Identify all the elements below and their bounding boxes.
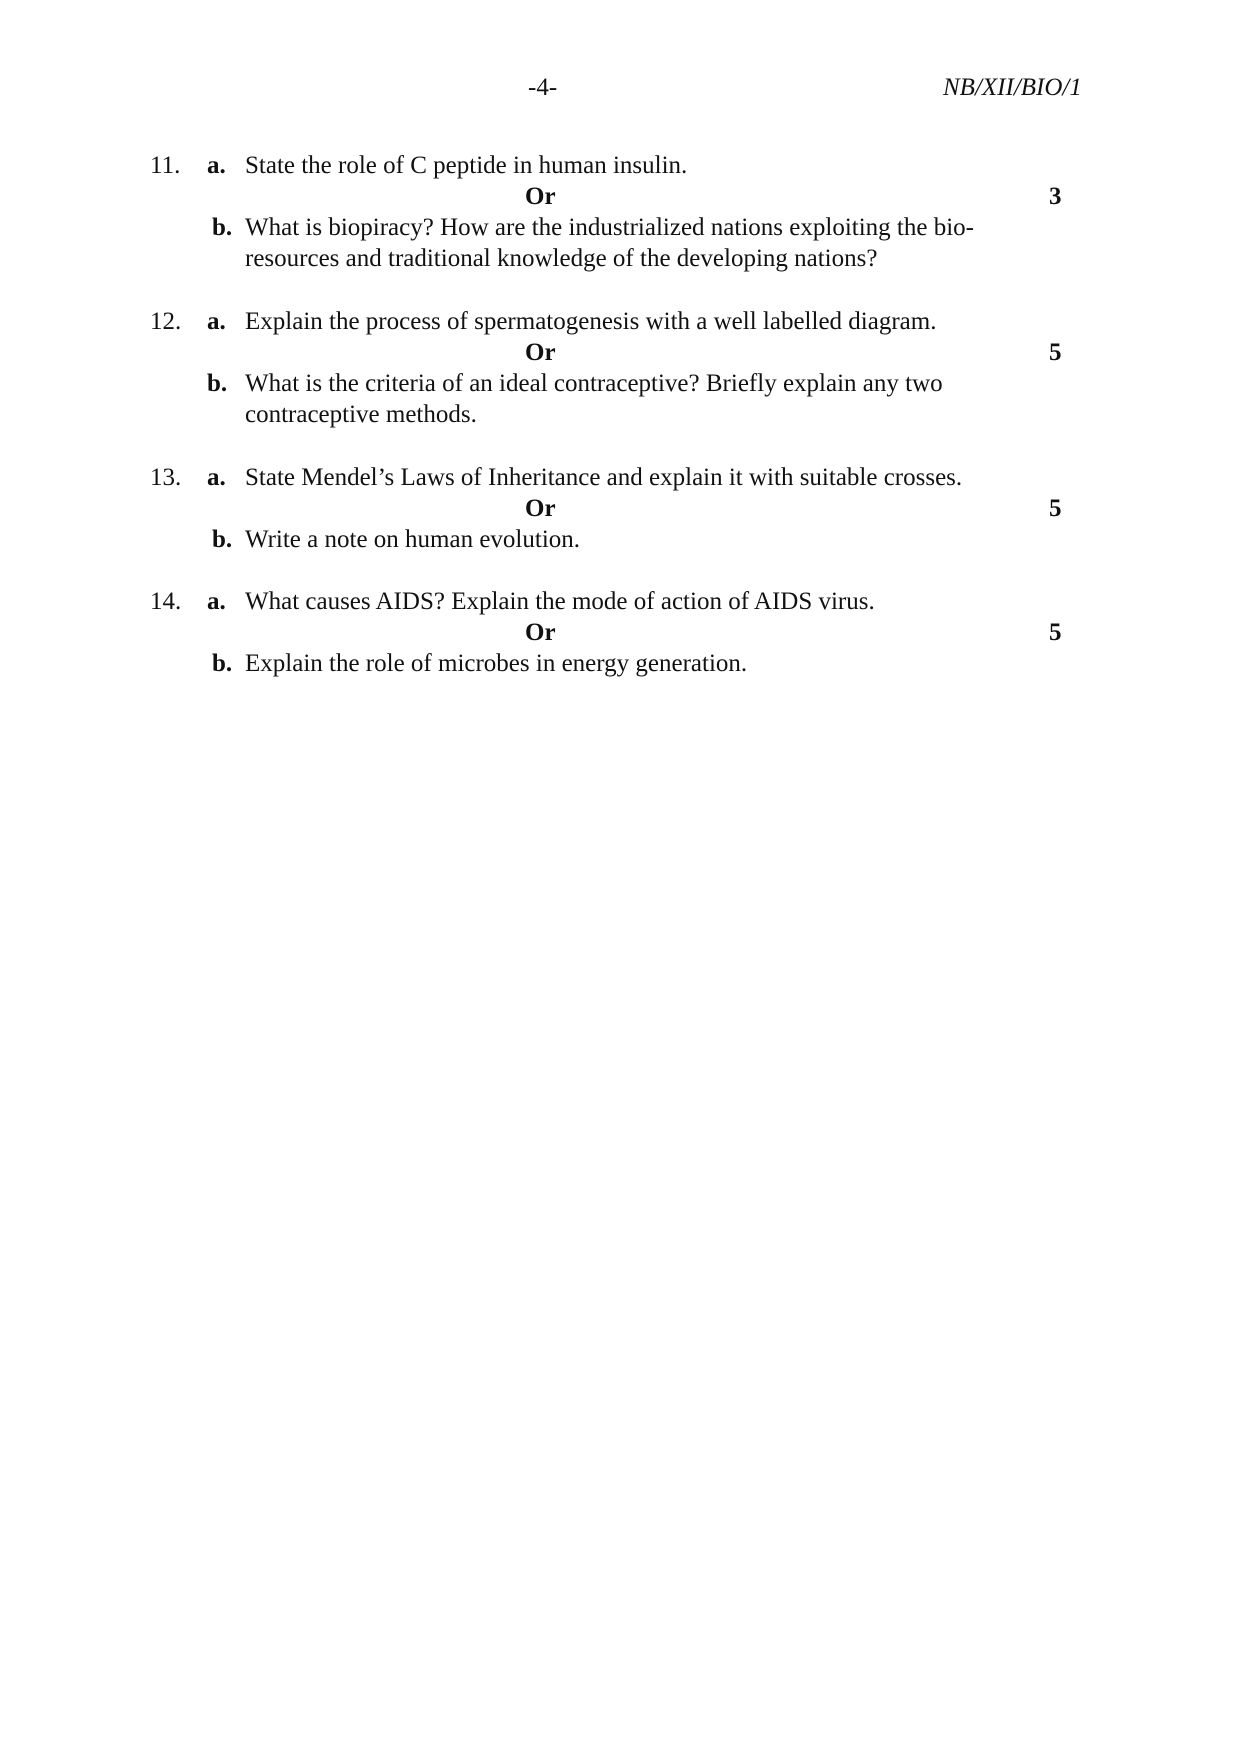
question-number: 13. xyxy=(150,464,182,491)
page-number: -4- xyxy=(528,74,558,101)
part-a-text: State the role of C peptide in human insulin. xyxy=(245,152,688,179)
part-a-letter: a. xyxy=(207,588,226,615)
question-14 xyxy=(0,586,1240,681)
part-a-text: State Mendel’s Laws of Inheritance and explain it with suitable crosses. xyxy=(245,464,963,491)
part-b-text: Write a note on human evolution. xyxy=(245,526,581,553)
part-b-text: What is biopiracy? How are the industrialized nations exploiting the bio-resources and traditional knowledge of the developing nations? xyxy=(245,214,974,272)
question-number: 12. xyxy=(150,308,182,335)
marks: 5 xyxy=(1049,495,1062,522)
part-b-text: What is the criteria of an ideal contraceptive? Briefly explain any two contraceptive methods. xyxy=(245,370,943,428)
part-b-letter: b. xyxy=(207,370,228,397)
part-a-text: Explain the process of spermatogenesis with a well labelled diagram. xyxy=(245,308,937,335)
or-label: Or xyxy=(525,495,556,522)
part-a-text: What causes AIDS? Explain the mode of action of AIDS virus. xyxy=(245,588,875,615)
question-13 xyxy=(0,462,1240,557)
question-number: 11. xyxy=(150,152,181,179)
part-a-letter: a. xyxy=(207,152,226,179)
part-b-letter: b. xyxy=(212,650,233,677)
marks: 5 xyxy=(1049,619,1062,646)
part-b-letter: b. xyxy=(212,526,233,553)
part-b-letter: b. xyxy=(212,214,233,241)
part-a-letter: a. xyxy=(207,308,226,335)
question-number: 14. xyxy=(150,588,182,615)
or-label: Or xyxy=(525,183,556,210)
part-b-text: Explain the role of microbes in energy generation. xyxy=(245,650,748,677)
question-11 xyxy=(0,150,1240,275)
or-label: Or xyxy=(525,339,556,366)
marks: 5 xyxy=(1049,339,1062,366)
paper-code: NB/XII/BIO/1 xyxy=(943,74,1082,101)
question-12 xyxy=(0,306,1240,431)
or-label: Or xyxy=(525,619,556,646)
marks: 3 xyxy=(1049,183,1062,210)
part-a-letter: a. xyxy=(207,464,226,491)
